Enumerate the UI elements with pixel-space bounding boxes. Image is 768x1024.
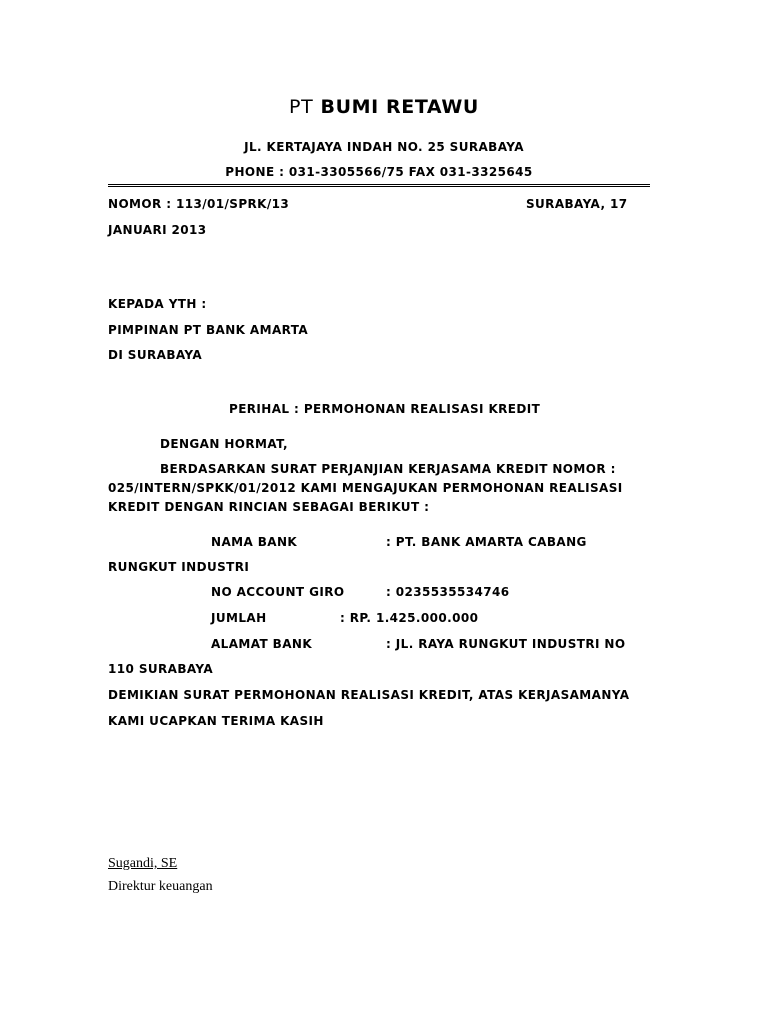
body-paragraph-line-3: KREDIT DENGAN RINCIAN SEBAGAI BERIKUT :: [108, 500, 430, 514]
letterhead-divider: [108, 184, 650, 187]
recipient-location: DI SURABAYA: [108, 348, 203, 362]
account-label: NO ACCOUNT GIRO: [211, 585, 345, 599]
company-prefix: PT: [289, 96, 314, 118]
amount-value: : RP. 1.425.000.000: [340, 611, 479, 625]
company-address: JL. KERTAJAYA INDAH NO. 25 SURABAYA: [244, 140, 524, 154]
bank-address-label: ALAMAT BANK: [211, 637, 313, 651]
recipient-salutation: KEPADA YTH :: [108, 297, 207, 311]
nama-bank-continued: RUNGKUT INDUSTRI: [108, 560, 250, 574]
signatory-title: Direktur keuangan: [108, 879, 213, 894]
nama-bank-value: : PT. BANK AMARTA CABANG: [386, 535, 587, 549]
amount-label: JUMLAH: [211, 611, 267, 625]
company-name: BUMI RETAWU: [320, 96, 479, 118]
letter-place-date: SURABAYA, 17: [526, 197, 628, 211]
body-paragraph-line-2: 025/INTERN/SPKK/01/2012 KAMI MENGAJUKAN PERMOHONAN REALISASI: [108, 481, 623, 495]
letter-date-continued: JANUARI 2013: [108, 223, 207, 237]
body-paragraph-line-1: BERDASARKAN SURAT PERJANJIAN KERJASAMA KREDIT NOMOR :: [160, 462, 616, 476]
bank-address-value: : JL. RAYA RUNGKUT INDUSTRI NO: [386, 637, 626, 651]
greeting: DENGAN HORMAT,: [160, 437, 288, 451]
closing-line-1: DEMIKIAN SURAT PERMOHONAN REALISASI KREDIT, ATAS KERJASAMANYA: [108, 688, 630, 702]
bank-address-continued: 110 SURABAYA: [108, 662, 214, 676]
recipient-name: PIMPINAN PT BANK AMARTA: [108, 323, 309, 337]
company-contact: PHONE : 031-3305566/75 FAX 031-3325645: [225, 165, 533, 179]
closing-line-2: KAMI UCAPKAN TERIMA KASIH: [108, 714, 324, 728]
account-value: : 0235535534746: [386, 585, 510, 599]
company-name-heading: [0, 96, 768, 118]
letter-subject: PERIHAL : PERMOHONAN REALISASI KREDIT: [229, 402, 541, 416]
letter-number: NOMOR : 113/01/SPRK/13: [108, 197, 290, 211]
nama-bank-label: NAMA BANK: [211, 535, 298, 549]
signatory-name: Sugandi, SE: [108, 856, 178, 871]
